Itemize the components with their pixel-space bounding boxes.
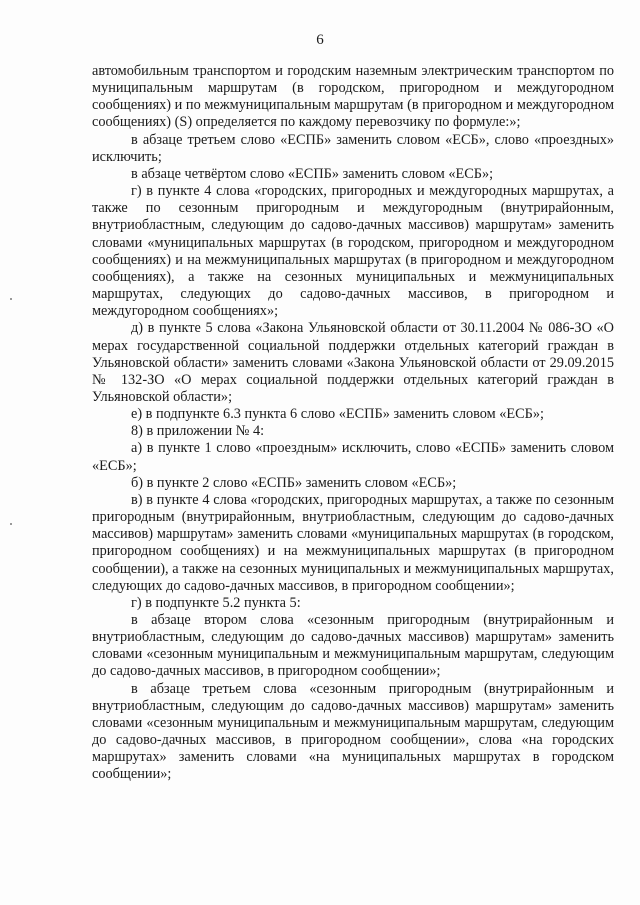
- paragraph: 8) в приложении № 4:: [131, 423, 265, 440]
- paragraph: в абзаце третьем слова «сезонным пригородным (внутрирайонным и внутриобластным, следующим до садово-дачных массивов) маршрутам» заменить словами «сезонным муниципальным и межмуниципальным маршрутам, следующим до садово-дачных массивов, в пригородном сообщении», слова «на городских маршрутах» заменить словами «на муниципальных маршрутах в городском сообщении»;: [92, 680, 614, 783]
- paragraph: в) в пункте 4 слова «городских, пригородных маршрутах, а также по сезонным пригородным (внутрирайонным, внутриобластным, следующим до садово-дачных массивов) маршрутам» заменить словами «муниципальных маршрутах (в городском, пригородном сообщениях) и на межмуниципальных маршрутах (в пригородном сообщении), а также на сезонных муниципальных и межмуниципальных маршрутах, следующих до садово-дачных массивов, в пригородном сообщении»;: [92, 491, 614, 594]
- scan-mark: [10, 523, 12, 525]
- paragraph: г) в пункте 4 слова «городских, пригородных и междугородных маршрутах, а также по сезонным пригородным и междугородным (внутрирайонным, внутриобластным, следующим до садово-дачных массивов) маршрутам» заменить словами «муниципальных маршрутах (в городском, пригородном и междугородном сообщениях) и на межмуниципальных маршрутах (в пригородном и междугородном сообщениях), а также на сезонных муниципальных и межмуниципальных маршрутах, следующих до садово-дачных массивов, в пригородном и междугородном сообщениях»;: [92, 183, 614, 320]
- paragraph: в абзаце четвёртом слово «ЕСПБ» заменить словом «ЕСБ»;: [131, 165, 494, 182]
- paragraph: г) в подпункте 5.2 пункта 5:: [131, 594, 301, 611]
- paragraph: автомобильным транспортом и городским наземным электрическим транспортом по муниципальным маршрутам (в городском, пригородном и междугородном сообщениях) и по межмуниципальным маршрутам (в пригородном и междугородном сообщениях) (S) определяется по каждому перевозчику по формуле:»;: [92, 63, 614, 131]
- paragraph: в абзаце третьем слово «ЕСПБ» заменить словом «ЕСБ», слово «проездных» исключить;: [92, 131, 614, 165]
- scan-mark: [10, 298, 12, 300]
- paragraph: д) в пункте 5 слова «Закона Ульяновской области от 30.11.2004 № 086-ЗО «О мерах государственной социальной поддержки отдельных категорий граждан в Ульяновской области» заменить словами «Закона Ульяновской области от 29.09.2015 № 132-ЗО «О мерах социальной поддержки отдельных категорий граждан в Ульяновской области»;: [92, 320, 614, 405]
- paragraph: б) в пункте 2 слово «ЕСПБ» заменить словом «ЕСБ»;: [131, 474, 457, 491]
- paragraph: е) в подпункте 6.3 пункта 6 слово «ЕСПБ» заменить словом «ЕСБ»;: [131, 406, 544, 423]
- paragraph: в абзаце втором слова «сезонным пригородным (внутрирайонным и внутриобластным, следующим до садово-дачных массивов) маршрутам» заменить словами «сезонным муниципальным и межмуниципальным маршрутам, следующим до садово-дачных массивов, в пригородном сообщении»;: [92, 612, 614, 680]
- paragraph: а) в пункте 1 слово «проездным» исключить, слово «ЕСПБ» заменить словом «ЕСБ»;: [92, 440, 614, 474]
- document-body: [92, 63, 614, 784]
- page-number: 6: [316, 32, 324, 48]
